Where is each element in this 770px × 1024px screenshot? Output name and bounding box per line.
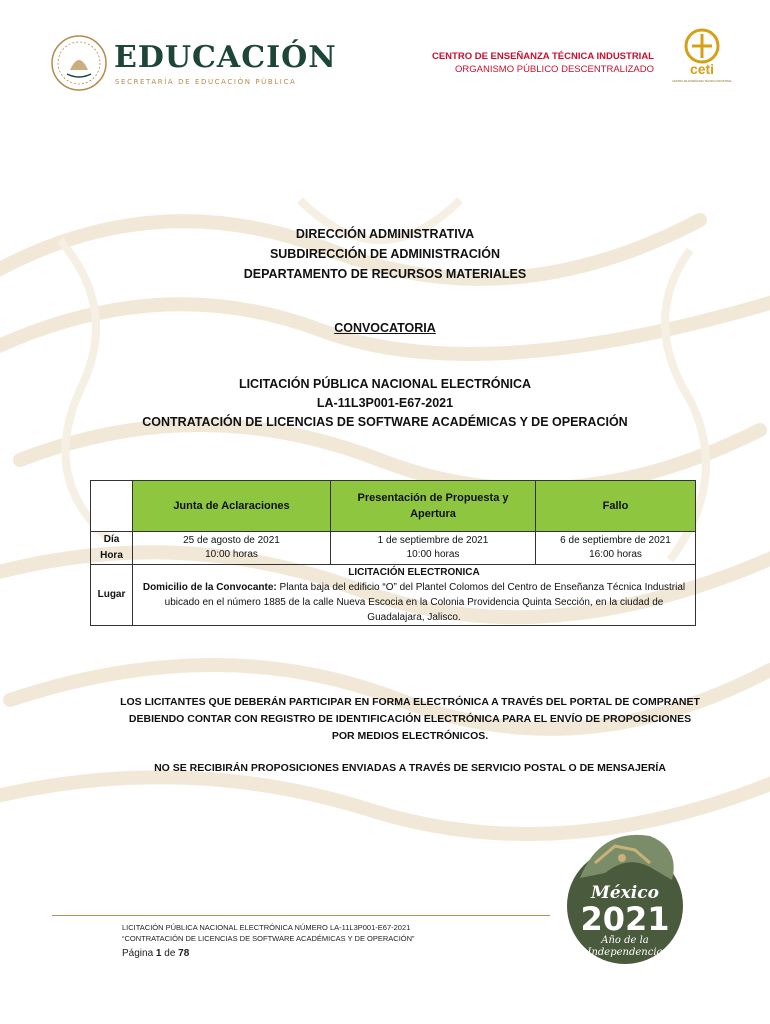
header-presentacion xyxy=(331,481,536,532)
cell-fallo xyxy=(536,532,696,565)
electronic-participation-notice: LOS LICITANTES QUE DEBERÁN PARTICIPAR EN FORMA ELECTRÓNICA A TRAVÉS DEL PORTAL DE COMPRANET DEBIENDO CONTAR CON REGISTRO DE IDENTIFICACIÓN ELECTRÓNICA PARA EL ENVÍO DE PROPOSICIONES POR MEDIOS ELECTRÓNICOS. xyxy=(120,696,700,742)
licitacion-titles xyxy=(0,375,770,432)
lugar-address xyxy=(136,580,692,625)
time-value: 16:00 horas xyxy=(589,549,642,560)
table-row xyxy=(91,532,696,565)
title-departamento: DEPARTAMENTO DE RECURSOS MATERIALES xyxy=(243,267,527,281)
ceti-logo-caption: CENTRO DE ENSEÑANZA TÉCNICA INDUSTRIAL xyxy=(672,80,732,83)
row-label-dia-hora xyxy=(91,532,133,565)
emblem-year: 2021 xyxy=(580,900,670,938)
licitacion-subject: CONTRATACIÓN DE LICENCIAS DE SOFTWARE ACADÉMICAS Y DE OPERACIÓN xyxy=(142,415,628,429)
page-number xyxy=(122,948,415,959)
date-value: 6 de septiembre de 2021 xyxy=(560,535,671,546)
table-row xyxy=(91,565,696,626)
date-value: 1 de septiembre de 2021 xyxy=(377,535,489,546)
page-total: 78 xyxy=(178,948,190,959)
table-header-row xyxy=(91,481,696,532)
header-label: Junta de Aclaraciones xyxy=(173,500,290,512)
institution-name xyxy=(432,50,654,76)
licitacion-type: LICITACIÓN PÚBLICA NACIONAL ELECTRÓNICA xyxy=(238,377,532,391)
domicilio-label: Domicilio de la Convocante: xyxy=(142,582,277,593)
time-value: 10:00 horas xyxy=(205,549,258,560)
header-junta xyxy=(133,481,331,532)
lugar-heading: LICITACIÓN ELECTRONICA xyxy=(348,567,480,578)
ceti-logo-text: ceti xyxy=(689,61,715,77)
table-corner-cell xyxy=(91,481,133,532)
domicilio-text: Planta baja del edificio “O” del Plantel Colomos del Centro de Enseñanza Técnica Industrial ubicado en el número 1885 de la calle Nueva Escocia en la Colonia Providencia Quinta Sección, en la ciudad de Guadalajara, Jalisco. xyxy=(164,582,686,623)
page-word: Página xyxy=(122,948,154,959)
footer-line-1: LICITACIÓN PÚBLICA NACIONAL ELECTRÓNICA NÚMERO LA-11L3P001-E67-2021 xyxy=(122,923,411,932)
department-titles xyxy=(0,224,770,284)
brand-title: EDUCACIÓN xyxy=(114,40,337,75)
ceti-logo-icon xyxy=(672,28,732,86)
footer xyxy=(122,922,415,959)
cell-presentacion xyxy=(331,532,536,565)
convocatoria-heading: CONVOCATORIA xyxy=(334,321,436,335)
title-direccion: DIRECCIÓN ADMINISTRATIVA xyxy=(295,227,475,241)
no-postal-notice: NO SE RECIBIRÁN PROPOSICIONES ENVIADAS A TRAVÉS DE SERVICIO POSTAL O DE MENSAJERÍA xyxy=(154,762,666,774)
header-label: Presentación de Propuesta y Apertura xyxy=(357,492,509,520)
institution-line-1: CENTRO DE ENSEÑANZA TÉCNICA INDUSTRIAL xyxy=(431,51,654,62)
page-of: de xyxy=(164,948,176,959)
sep-logo xyxy=(50,34,337,94)
emblem-tagline-1: Año de la xyxy=(601,935,649,946)
licitacion-number: LA-11L3P001-E67-2021 xyxy=(316,396,454,410)
cell-junta xyxy=(133,532,331,565)
brand-subtitle: SECRETARÍA DE EDUCACIÓN PÚBLICA xyxy=(115,78,297,86)
mexico-2021-emblem-icon xyxy=(560,818,690,968)
cell-lugar xyxy=(133,565,696,626)
national-seal-icon xyxy=(50,34,108,92)
emblem-word: México xyxy=(591,883,659,903)
institution-line-2: ORGANISMO PÚBLICO DESCENTRALIZADO xyxy=(454,64,654,75)
row-label-hora: Hora xyxy=(100,550,123,561)
page-current: 1 xyxy=(155,948,162,959)
header-label: Fallo xyxy=(602,500,629,512)
title-subdireccion: SUBDIRECCIÓN DE ADMINISTRACIÓN xyxy=(269,247,501,261)
time-value: 10:00 horas xyxy=(406,549,460,560)
row-label-lugar: Lugar xyxy=(91,565,133,626)
row-label-dia: Día xyxy=(103,534,120,545)
footer-line-2: “CONTRATACIÓN DE LICENCIAS DE SOFTWARE ACADÉMICAS Y DE OPERACIÓN” xyxy=(122,934,415,943)
date-value: 25 de agosto de 2021 xyxy=(183,535,280,546)
schedule-table xyxy=(90,480,696,626)
header-fallo xyxy=(536,481,696,532)
footer-divider xyxy=(52,915,550,916)
emblem-tagline-2: Independencia xyxy=(587,947,663,958)
